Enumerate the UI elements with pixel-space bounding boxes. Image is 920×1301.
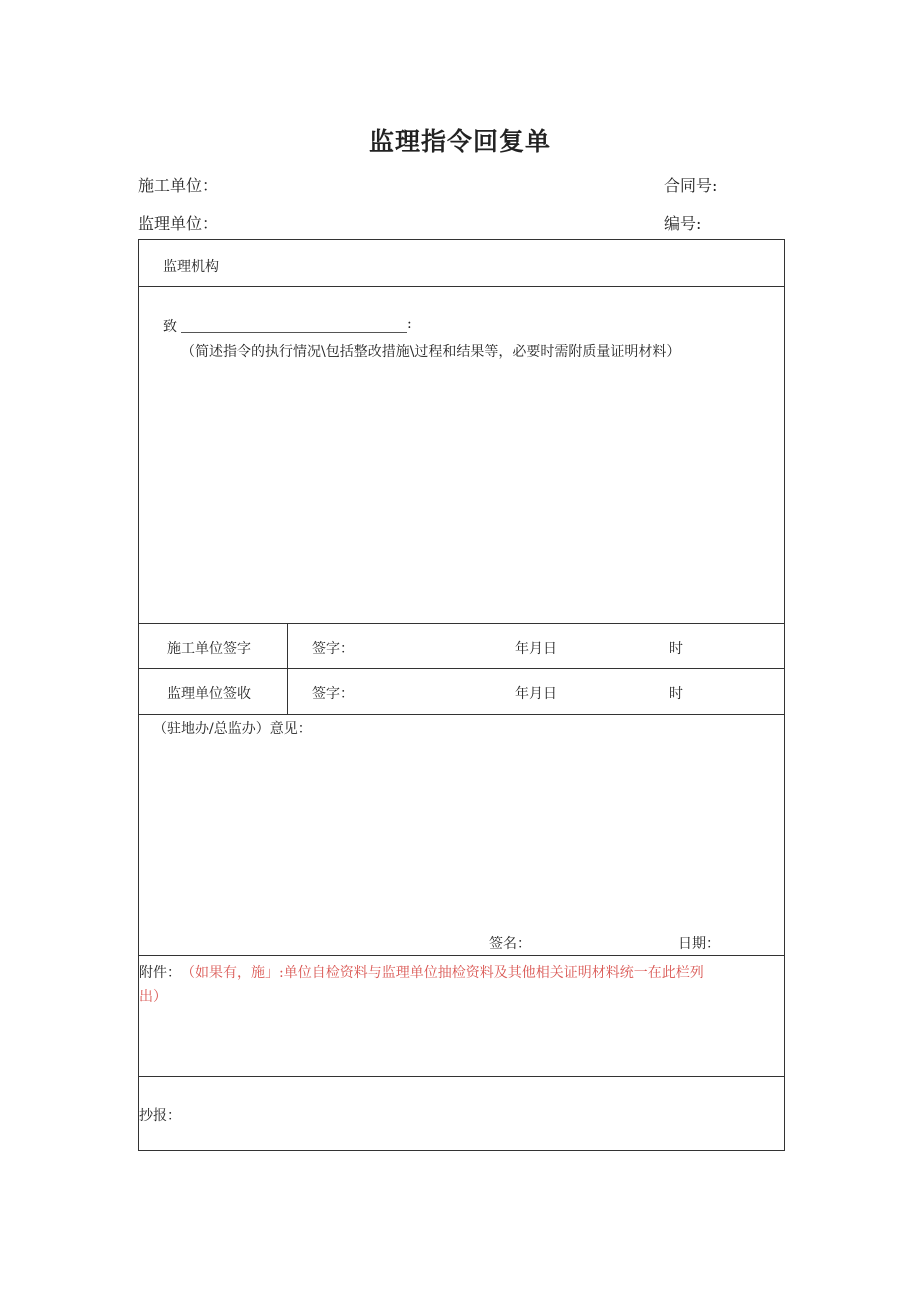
supervisor-sign-hour[interactable]: 时 — [669, 686, 683, 702]
column-divider — [287, 623, 288, 714]
attachment-note-line1: （如果有，施」:单位自检资料与监理单位抽检资料及其他相关证明材料统一在此栏列 — [181, 965, 704, 981]
contractor-sign-date[interactable]: 年月日 — [515, 641, 557, 657]
contractor-label: 施工单位： — [138, 176, 219, 195]
attachment-label: 附件： — [139, 965, 181, 981]
supervisor-receipt-label: 监理单位签收 — [167, 686, 251, 702]
supervisor-label: 监理单位： — [138, 214, 219, 233]
contractor-sign-label: 施工单位签字 — [167, 641, 251, 657]
cc-label: 抄报： — [139, 1108, 181, 1124]
reply-form-table — [138, 239, 785, 1151]
opinion-date-field[interactable]: 日期： — [678, 936, 720, 952]
contractor-sign-field[interactable]: 签字： — [312, 641, 354, 657]
divider — [139, 714, 784, 715]
instruction-note: （简述指令的执行情况\包括整改措施\过程和结果等，必要时需附质量证明材料） — [181, 344, 681, 360]
divider — [139, 1076, 784, 1077]
supervisor-sign-date[interactable]: 年月日 — [515, 686, 557, 702]
supervisor-sign-field[interactable]: 签字： — [312, 686, 354, 702]
to-colon: : — [407, 316, 412, 332]
divider — [139, 668, 784, 669]
serial-no-label: 编号: — [664, 214, 702, 233]
org-label: 监理机构 — [163, 259, 219, 275]
divider — [139, 286, 784, 287]
page-title: 监理指令回复单 — [368, 127, 551, 156]
divider — [139, 623, 784, 624]
opinion-label: （驻地办/总监办）意见： — [153, 721, 312, 737]
contractor-sign-hour[interactable]: 时 — [669, 641, 683, 657]
to-recipient-line[interactable] — [181, 332, 407, 333]
opinion-sign-field[interactable]: 签名： — [489, 936, 531, 952]
attachment-note-line2: 出） — [139, 989, 167, 1005]
divider — [139, 955, 784, 956]
contract-no-label: 合同号: — [664, 176, 718, 195]
to-label: 致 — [163, 319, 177, 335]
